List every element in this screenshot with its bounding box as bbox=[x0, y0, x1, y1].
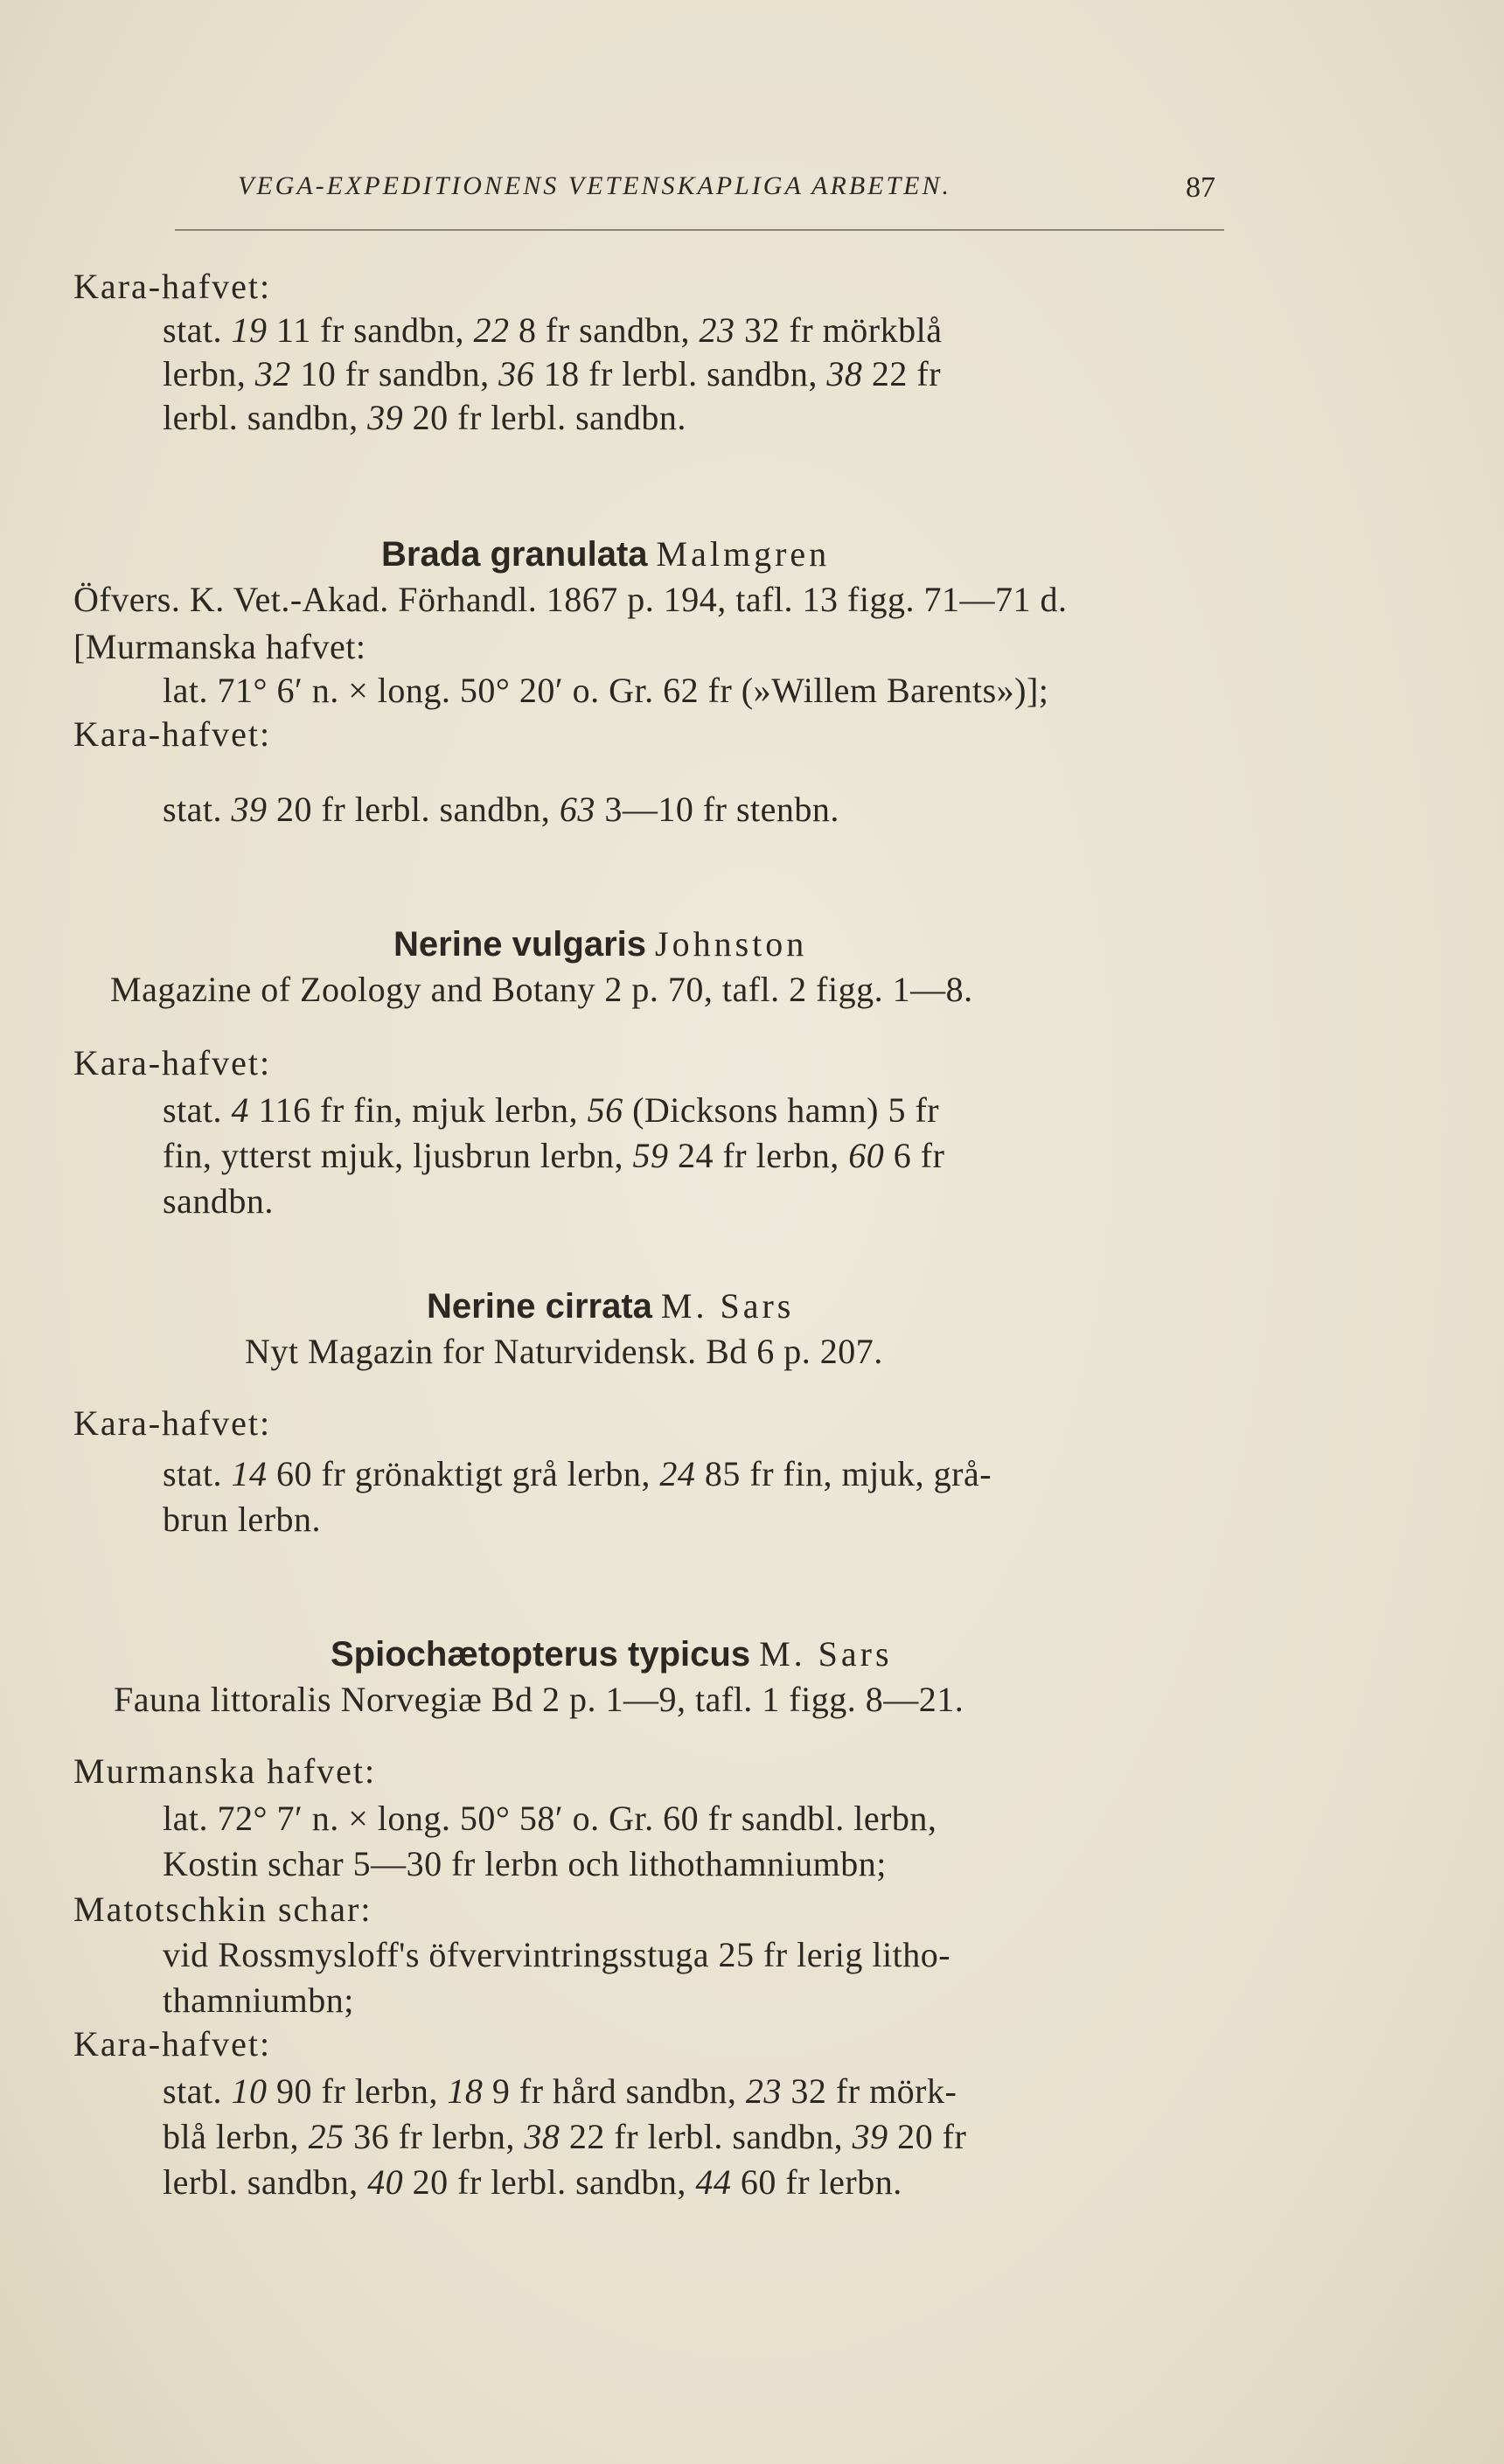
species-title: Spiochætopterus typicus M. Sars bbox=[331, 1634, 893, 1674]
species-title: Nerine cirrata M. Sars bbox=[427, 1286, 795, 1326]
reference: Magazine of Zoology and Botany 2 p. 70, tafl. 2 figg. 1—8. bbox=[110, 970, 973, 1009]
region-heading: Kara-hafvet: bbox=[73, 1043, 272, 1082]
location-line: lat. 71° 6′ n. × long. 50° 20′ o. Gr. 62 fr (»Willem Barents»)]; bbox=[163, 671, 1049, 710]
region-heading: [Murmanska hafvet: bbox=[73, 627, 366, 666]
station-line: stat. 14 60 fr grönaktigt grå lerbn, 24 85 fr fin, mjuk, grå- bbox=[163, 1454, 992, 1493]
page-number: 87 bbox=[1186, 171, 1215, 204]
station-line: fin, ytterst mjuk, ljusbrun lerbn, 59 24 fr lerbn, 60 6 fr bbox=[163, 1136, 945, 1175]
region-heading: Murmanska hafvet: bbox=[73, 1751, 377, 1791]
station-line: stat. 10 90 fr lerbn, 18 9 fr hård sandbn, 23 32 fr mörk- bbox=[163, 2071, 957, 2111]
region-heading: Kara-hafvet: bbox=[73, 1403, 272, 1443]
region-heading: Kara-hafvet: bbox=[73, 267, 272, 306]
location-line: vid Rossmysloff's öfvervintringsstuga 25 fr lerig litho- bbox=[163, 1935, 951, 1974]
station-line: stat. 19 11 fr sandbn, 22 8 fr sandbn, 23 32 fr mörkblå bbox=[163, 310, 943, 350]
region-heading: Matotschkin schar: bbox=[73, 1890, 373, 1929]
station-line: stat. 39 20 fr lerbl. sandbn, 63 3—10 fr stenbn. bbox=[163, 790, 839, 829]
location-line: Kostin schar 5—30 fr lerbn och lithothamniumbn; bbox=[163, 1844, 887, 1883]
station-line: lerbl. sandbn, 39 20 fr lerbl. sandbn. bbox=[163, 398, 686, 437]
station-line: stat. 4 116 fr fin, mjuk lerbn, 56 (Dicksons hamn) 5 fr bbox=[163, 1090, 940, 1130]
reference: Fauna littoralis Norvegiæ Bd 2 p. 1—9, tafl. 1 figg. 8—21. bbox=[114, 1680, 964, 1719]
header-rule bbox=[175, 229, 1224, 231]
reference: Nyt Magazin for Naturvidensk. Bd 6 p. 207. bbox=[245, 1332, 883, 1371]
station-line: sandbn. bbox=[163, 1181, 274, 1221]
reference: Öfvers. K. Vet.-Akad. Förhandl. 1867 p. 194, tafl. 13 figg. 71—71 d. bbox=[73, 580, 1068, 619]
location-line: thamniumbn; bbox=[163, 1980, 354, 2020]
station-line: lerbn, 32 10 fr sandbn, 36 18 fr lerbl. sandbn, 38 22 fr bbox=[163, 354, 942, 393]
region-heading: Kara-hafvet: bbox=[73, 2024, 272, 2064]
station-line: blå lerbn, 25 36 fr lerbn, 38 22 fr lerbl. sandbn, 39 20 fr bbox=[163, 2117, 967, 2156]
species-title: Brada granulata Malmgren bbox=[381, 534, 831, 574]
species-title: Nerine vulgaris Johnston bbox=[393, 924, 808, 964]
location-line: lat. 72° 7′ n. × long. 50° 58′ o. Gr. 60 fr sandbl. lerbn, bbox=[163, 1799, 937, 1838]
running-title: VEGA-EXPEDITIONENS VETENSKAPLIGA ARBETEN. bbox=[238, 171, 952, 200]
region-heading: Kara-hafvet: bbox=[73, 714, 272, 754]
station-line: brun lerbn. bbox=[163, 1500, 322, 1539]
station-line: lerbl. sandbn, 40 20 fr lerbl. sandbn, 44 60 fr lerbn. bbox=[163, 2162, 902, 2202]
